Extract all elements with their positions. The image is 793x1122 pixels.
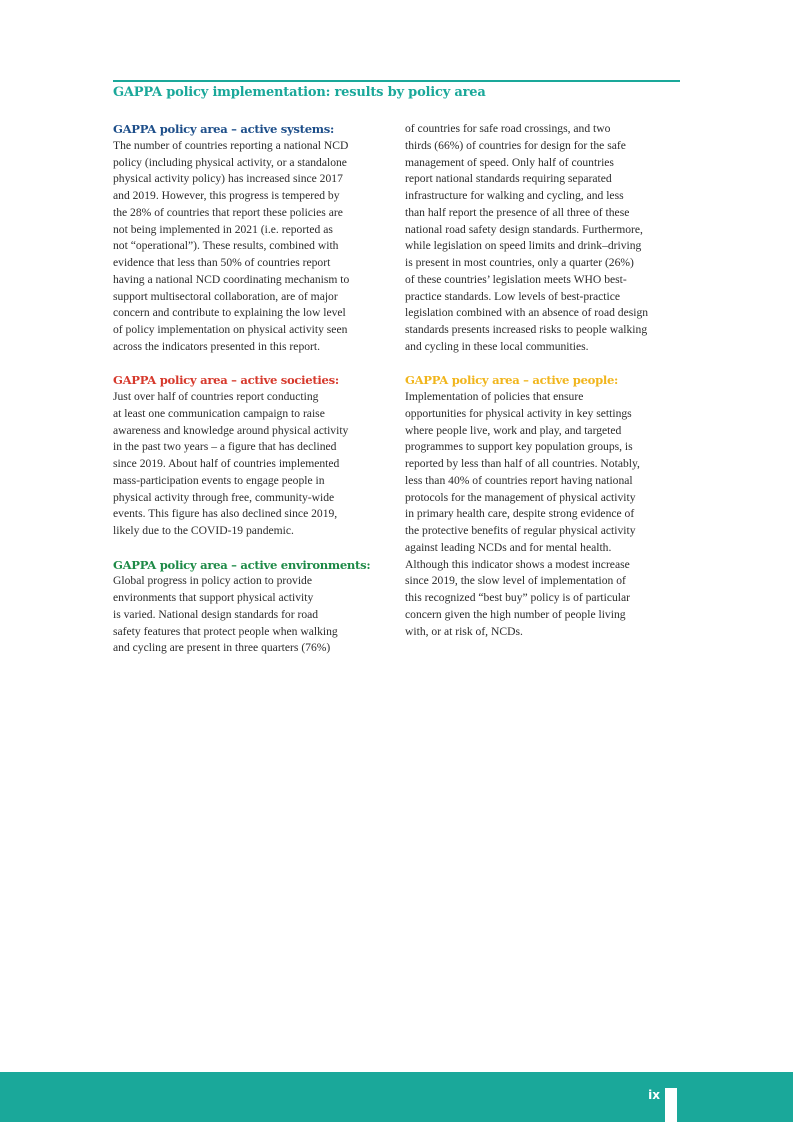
section-heading-active-societies: GAPPA policy area – active societies:	[113, 373, 339, 388]
heading-rule	[113, 80, 680, 82]
page-title: GAPPA policy implementation: results by policy area	[113, 85, 486, 100]
section-body-active-environments-continued: of countries for safe road crossings, and two thirds (66%) of countries for design for the safe management of speed. Only half of countries report national standards requiring separated infrastructure for walking and cycling, and less than half report the presence of all three of these national road safety design standards. Furthermore, while legislation on speed limits and drink–driving is present in most countries, only a quarter (26%) of these countries’ legislation meets WHO best- practice standards. Low levels of best-practice legislation combined with an absence of road design standards presents increased risks to people walking and cycling in these local communities.	[405, 122, 649, 353]
page-tab-marker	[665, 1088, 677, 1122]
section-body-active-systems: The number of countries reporting a national NCD policy (including physical activity, or a standalone physical activity policy) has increased since 2017 and 2019. However, this progress is tempered by the 28% of countries that report these policies are not being implemented in 2021 (i.e. reported as not “operational”). These results, combined with evidence that less than 50% of countries report having a national NCD coordinating mechanism to support multisectoral collaboration, are of major concern and contribute to explaining the low level of policy implementation on physical activity seen across the indicators presented in this report.	[113, 138, 350, 353]
left-column	[113, 121, 388, 674]
section-body-active-societies: Just over half of countries report conducting at least one communication campaign to raise awareness and knowledge around physical activity in the past two years – a figure that has declined since 2019. About half of countries implemented mass-participation events to engage people in physical activity through free, community-wide events. This figure has also declined since 2019, likely due to the COVID-19 pandemic.	[113, 390, 349, 537]
section-heading-active-systems: GAPPA policy area – active systems:	[113, 122, 334, 136]
section-active-environments-continued	[405, 121, 680, 356]
section-active-environments	[113, 557, 388, 658]
right-column	[405, 121, 680, 657]
section-heading-active-people: GAPPA policy area – active people:	[405, 373, 619, 388]
section-body-active-environments: Global progress in policy action to provide environments that support physical activity is varied. National design standards for road safety features that protect people when walking and cycling are present in three quarters (76%)	[113, 574, 338, 655]
section-body-active-people: Implementation of policies that ensure opportunities for physical activity in key settings where people live, work and play, and targeted programmes to support key population groups, is reported by less than half of all countries. Notably, less than 40% of countries report having national protocols for the management of physical activity in primary health care, despite strong evidence of the protective benefits of regular physical activity against leading NCDs and for mental health. Although this indicator shows a modest increase since 2019, the slow level of implementation of this recognized “best buy” policy is of particular concern given the high number of people living with, or at risk of, NCDs.	[405, 390, 640, 638]
section-active-systems	[113, 121, 388, 356]
section-heading-active-environments: GAPPA policy area – active environments:	[113, 557, 371, 572]
page-number: ix	[648, 1088, 660, 1102]
section-active-people	[405, 372, 680, 640]
section-active-societies	[113, 372, 388, 540]
